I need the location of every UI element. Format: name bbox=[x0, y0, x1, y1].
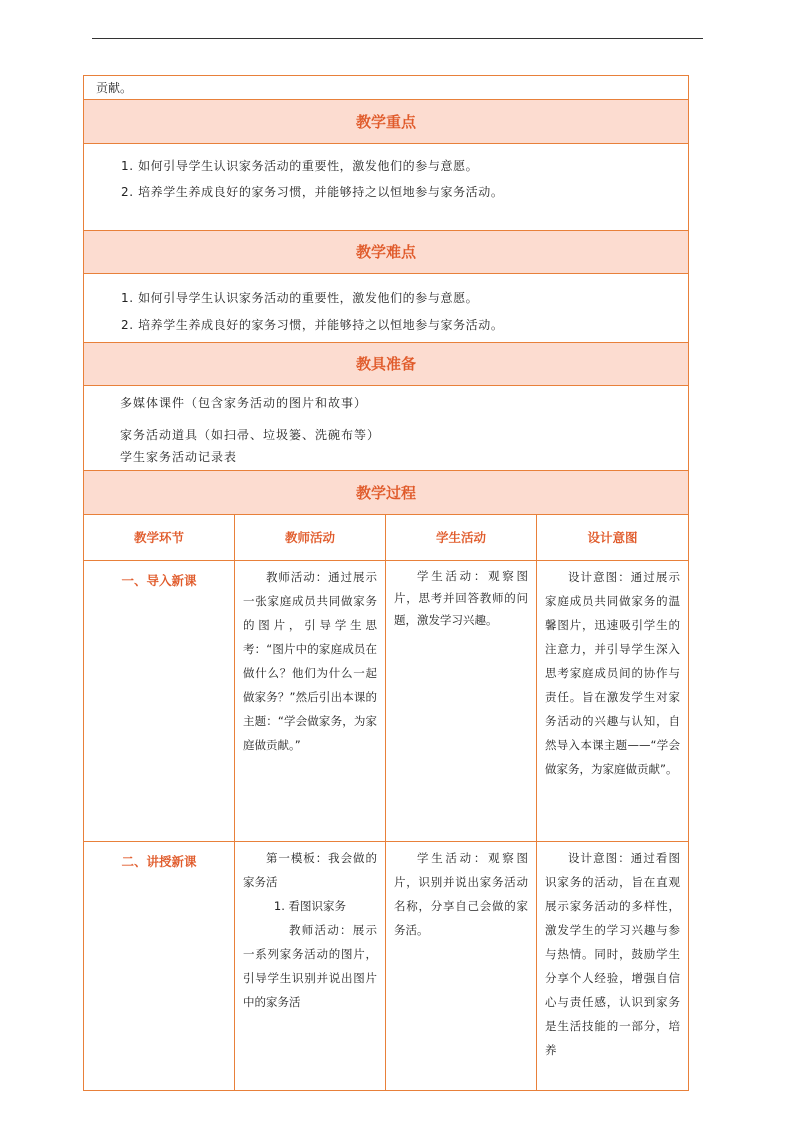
difficulties-heading: 教学难点 bbox=[83, 230, 689, 273]
difficulty-item: 2. 培养学生养成良好的家务习惯，并能够持之以恒地参与家务活动。 bbox=[121, 318, 504, 332]
teacher-activity-template: 第一模板：我会做的家务活 bbox=[243, 851, 377, 889]
material-item: 家务活动道具（如扫帚、垃圾篓、洗碗布等） bbox=[120, 428, 381, 442]
stage-label: 二、讲授新课 bbox=[84, 842, 235, 1090]
material-item: 学生家务活动记录表 bbox=[120, 450, 238, 464]
materials-list bbox=[83, 385, 689, 470]
column-header-teacher: 教师活动 bbox=[235, 515, 386, 560]
key-points-heading: 教学重点 bbox=[83, 99, 689, 143]
teacher-activity-step: 1. 看图识家务 bbox=[273, 899, 347, 913]
key-point-item: 2. 培养学生养成良好的家务习惯，并能够持之以恒地参与家务活动。 bbox=[121, 185, 504, 199]
process-header-row bbox=[83, 514, 689, 560]
stage-label: 一、导入新课 bbox=[84, 561, 235, 841]
continuation-text: 贡献。 bbox=[83, 75, 689, 99]
materials-heading: 教具准备 bbox=[83, 342, 689, 385]
student-activity: 学生活动：观察图片，识别并说出家务活动名称，分享自己会做的家务活。 bbox=[386, 842, 537, 1090]
difficulties-list bbox=[83, 273, 689, 342]
process-heading: 教学过程 bbox=[83, 470, 689, 514]
process-row-intro bbox=[83, 560, 689, 841]
column-header-student: 学生活动 bbox=[386, 515, 537, 560]
key-point-item: 1. 如何引导学生认识家务活动的重要性，激发他们的参与意愿。 bbox=[121, 159, 479, 173]
teacher-activity bbox=[235, 842, 386, 1090]
student-activity: 学生活动：观察图片，思考并回答教师的问题，激发学习兴趣。 bbox=[386, 561, 537, 841]
teacher-activity: 教师活动：通过展示一张家庭成员共同做家务的图片，引导学生思考：“图片中的家庭成员在做什么？他们为什么一起做家务？”然后引出本课的主题：“学会做家务，为家庭做贡献。” bbox=[235, 561, 386, 841]
column-header-stage: 教学环节 bbox=[84, 515, 235, 560]
column-header-intent: 设计意图 bbox=[587, 530, 638, 545]
key-points-list bbox=[83, 143, 689, 230]
lesson-plan-table bbox=[83, 75, 689, 1091]
design-intent: 设计意图：通过展示家庭成员共同做家务的温馨图片，迅速吸引学生的注意力，并引导学生深入思考家庭成员间的协作与责任。旨在激发学生对家务活动的兴趣与认知，自然导入本课主题——“学会做家务，为家庭做贡献”。 bbox=[545, 570, 680, 776]
difficulty-item: 1. 如何引导学生认识家务活动的重要性，激发他们的参与意愿。 bbox=[121, 291, 479, 305]
teacher-activity-detail: 教师活动：展示一系列家务活动的图片，引导学生识别并说出图片中的家务活 bbox=[243, 923, 377, 1009]
material-item: 多媒体课件（包含家务活动的图片和故事） bbox=[120, 396, 368, 410]
process-row-new-lesson bbox=[83, 841, 689, 1091]
design-intent: 设计意图：通过看图识家务的活动，旨在直观展示家务活动的多样性，激发学生的学习兴趣与参与热情。同时，鼓励学生分享个人经验，增强自信心与责任感，认识到家务是生活技能的一部分，培养 bbox=[545, 851, 680, 1057]
header-rule bbox=[92, 38, 703, 39]
